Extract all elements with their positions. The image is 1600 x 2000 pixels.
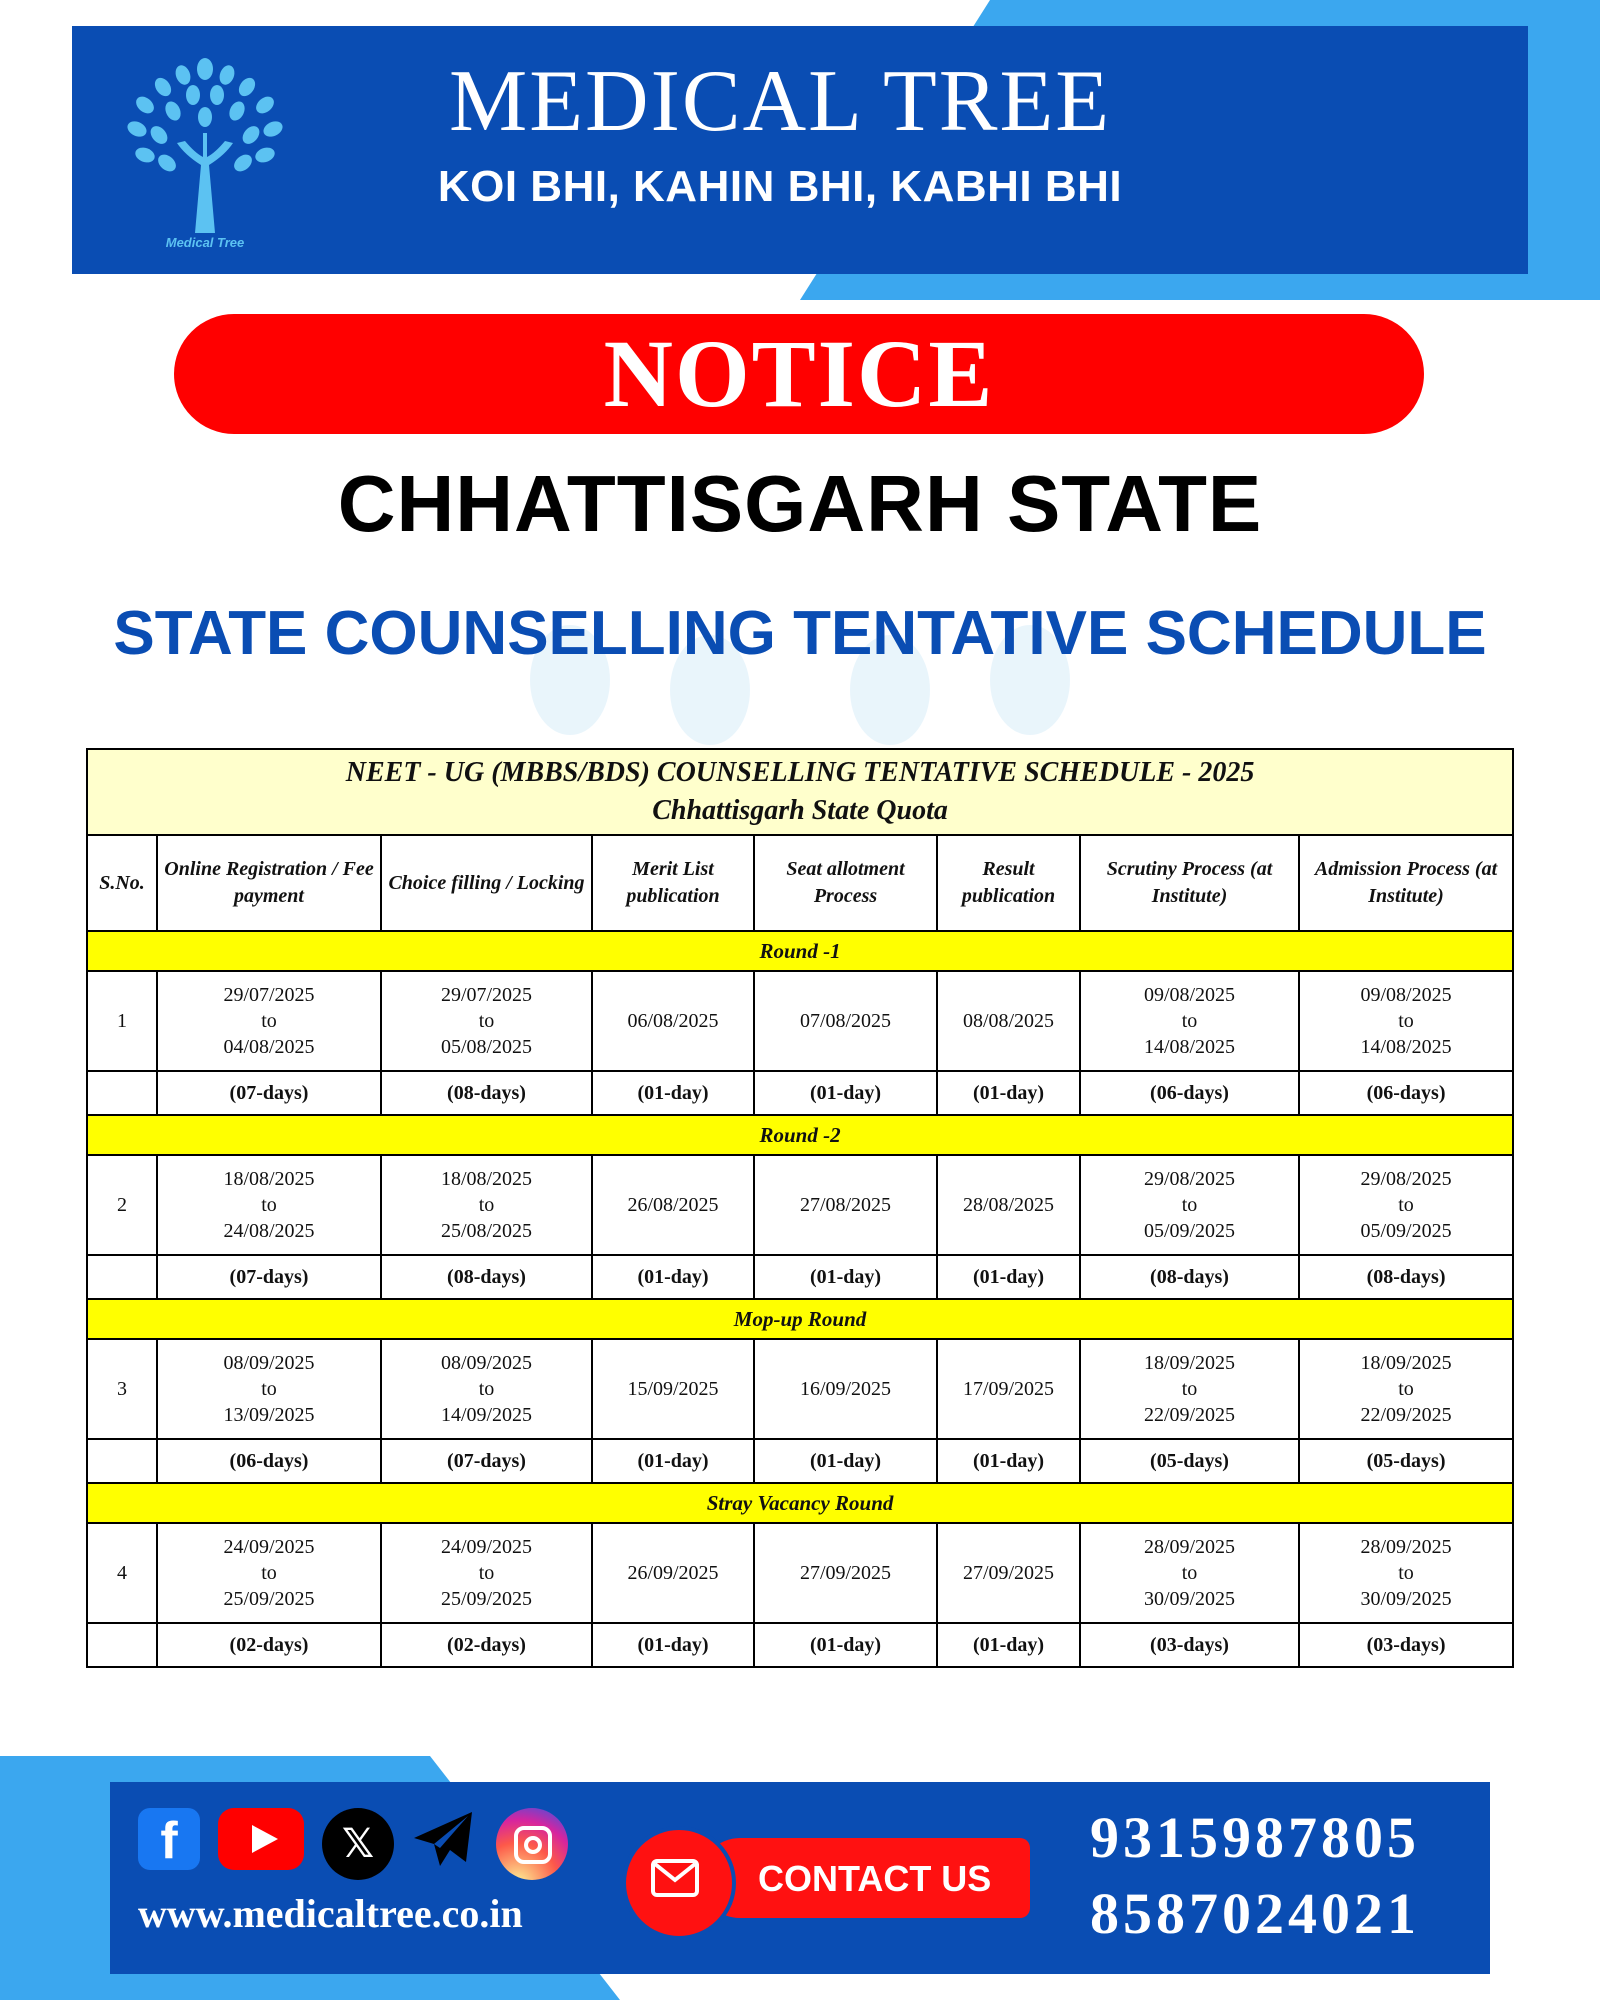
phone-number-1[interactable]: 9315987805 [1090,1805,1420,1870]
cell-duration: (01-day) [754,1071,937,1115]
cell-empty [87,1071,157,1115]
round-name: Round -1 [87,931,1513,971]
cell-choice-filling: 08/09/2025 to 14/09/2025 [381,1339,592,1439]
instagram-icon[interactable] [496,1808,568,1880]
cell-sno: 3 [87,1339,157,1439]
cell-duration: (01-day) [754,1255,937,1299]
cell-duration: (03-days) [1080,1623,1299,1667]
cell-merit-list: 26/08/2025 [592,1155,754,1255]
logo-caption: Medical Tree [165,235,245,250]
duration-row [87,1623,1513,1667]
cell-scrutiny: 29/08/2025 to 05/09/2025 [1080,1155,1299,1255]
table-row [87,1523,1513,1623]
cell-result: 17/09/2025 [937,1339,1080,1439]
facebook-icon[interactable]: f [138,1808,200,1870]
table-title-line1: NEET - UG (MBBS/BDS) COUNSELLING TENTATIVE SCHEDULE - 2025 [345,757,1255,788]
cell-registration: 24/09/2025 to 25/09/2025 [157,1523,381,1623]
cell-duration: (05-days) [1299,1439,1513,1483]
cell-duration: (08-days) [1299,1255,1513,1299]
cell-scrutiny: 09/08/2025 to 14/08/2025 [1080,971,1299,1071]
col-header-merit-list: Merit List publication [592,835,754,931]
cell-empty [87,1439,157,1483]
cell-empty [87,1255,157,1299]
cell-duration: (07-days) [157,1255,381,1299]
cell-duration: (07-days) [381,1439,592,1483]
brand-tagline: KOI BHI, KAHIN BHI, KABHI BHI [437,162,1123,211]
cell-seat-allotment: 07/08/2025 [754,971,937,1071]
cell-registration: 29/07/2025 to 04/08/2025 [157,971,381,1071]
cell-duration: (02-days) [381,1623,592,1667]
cell-duration: (08-days) [381,1071,592,1115]
cell-duration: (01-day) [592,1439,754,1483]
notice-banner: NOTICE [174,314,1424,434]
cell-scrutiny: 28/09/2025 to 30/09/2025 [1080,1523,1299,1623]
cell-duration: (07-days) [157,1071,381,1115]
cell-registration: 18/08/2025 to 24/08/2025 [157,1155,381,1255]
phone-number-2[interactable]: 8587024021 [1090,1881,1420,1946]
col-header-admission: Admission Process (at Institute) [1299,835,1513,931]
telegram-icon[interactable] [410,1808,476,1870]
cell-seat-allotment: 27/09/2025 [754,1523,937,1623]
col-header-sno: S.No. [87,835,157,931]
col-header-registration: Online Registration / Fee payment [157,835,381,931]
col-header-result: Result publication [937,835,1080,931]
cell-admission: 09/08/2025 to 14/08/2025 [1299,971,1513,1071]
cell-duration: (01-day) [937,1623,1080,1667]
brand-title: MEDICAL TREE [449,53,1111,150]
cell-merit-list: 15/09/2025 [592,1339,754,1439]
table-row [87,1339,1513,1439]
round-header-row [87,1483,1513,1523]
cell-duration: (06-days) [1080,1071,1299,1115]
cell-empty [87,1623,157,1667]
cell-result: 27/09/2025 [937,1523,1080,1623]
cell-duration: (01-day) [754,1439,937,1483]
duration-row [87,1255,1513,1299]
cell-duration: (01-day) [754,1623,937,1667]
col-header-scrutiny: Scrutiny Process (at Institute) [1080,835,1299,931]
table-title-row [87,749,1513,835]
duration-row [87,1439,1513,1483]
state-title: CHHATTISGARH STATE [337,459,1263,548]
round-header-row [87,1299,1513,1339]
cell-result: 28/08/2025 [937,1155,1080,1255]
cell-admission: 28/09/2025 to 30/09/2025 [1299,1523,1513,1623]
schedule-title: STATE COUNSELLING TENTATIVE SCHEDULE [113,599,1487,668]
cell-seat-allotment: 27/08/2025 [754,1155,937,1255]
cell-sno: 1 [87,971,157,1071]
cell-duration: (01-day) [937,1439,1080,1483]
cell-duration: (06-days) [1299,1071,1513,1115]
tree-icon [115,55,295,235]
table-title-line2: Chhattisgarh State Quota [652,795,948,826]
cell-registration: 08/09/2025 to 13/09/2025 [157,1339,381,1439]
cell-admission: 18/09/2025 to 22/09/2025 [1299,1339,1513,1439]
cell-duration: (03-days) [1299,1623,1513,1667]
table-row [87,971,1513,1071]
cell-result: 08/08/2025 [937,971,1080,1071]
schedule-table [86,748,1514,1668]
cell-choice-filling: 29/07/2025 to 05/08/2025 [381,971,592,1071]
cell-merit-list: 06/08/2025 [592,971,754,1071]
col-header-choice-filling: Choice filling / Locking [381,835,592,931]
col-header-seat-allotment: Seat allotment Process [754,835,937,931]
table-title [87,749,1513,835]
duration-row [87,1071,1513,1115]
cell-duration: (06-days) [157,1439,381,1483]
cell-choice-filling: 24/09/2025 to 25/09/2025 [381,1523,592,1623]
round-name: Mop-up Round [87,1299,1513,1339]
cell-duration: (01-day) [937,1071,1080,1115]
cell-duration: (01-day) [592,1071,754,1115]
cell-choice-filling: 18/08/2025 to 25/08/2025 [381,1155,592,1255]
round-name: Round -2 [87,1115,1513,1155]
cell-duration: (02-days) [157,1623,381,1667]
round-name: Stray Vacancy Round [87,1483,1513,1523]
youtube-icon[interactable] [218,1808,304,1870]
cell-admission: 29/08/2025 to 05/09/2025 [1299,1155,1513,1255]
x-icon[interactable]: 𝕏 [322,1808,394,1880]
mail-icon [650,1858,700,1898]
cell-duration: (05-days) [1080,1439,1299,1483]
cell-sno: 4 [87,1523,157,1623]
cell-scrutiny: 18/09/2025 to 22/09/2025 [1080,1339,1299,1439]
round-header-row [87,1115,1513,1155]
cell-duration: (01-day) [592,1623,754,1667]
column-header-row [87,835,1513,931]
medical-tree-logo [115,55,295,255]
table-row [87,1155,1513,1255]
cell-duration: (01-day) [937,1255,1080,1299]
contact-us-label: CONTACT US [758,1858,992,1899]
website-link[interactable]: www.medicaltree.co.in [138,1891,523,1936]
cell-seat-allotment: 16/09/2025 [754,1339,937,1439]
cell-merit-list: 26/09/2025 [592,1523,754,1623]
round-header-row [87,931,1513,971]
cell-duration: (01-day) [592,1255,754,1299]
cell-duration: (08-days) [1080,1255,1299,1299]
cell-sno: 2 [87,1155,157,1255]
cell-duration: (08-days) [381,1255,592,1299]
